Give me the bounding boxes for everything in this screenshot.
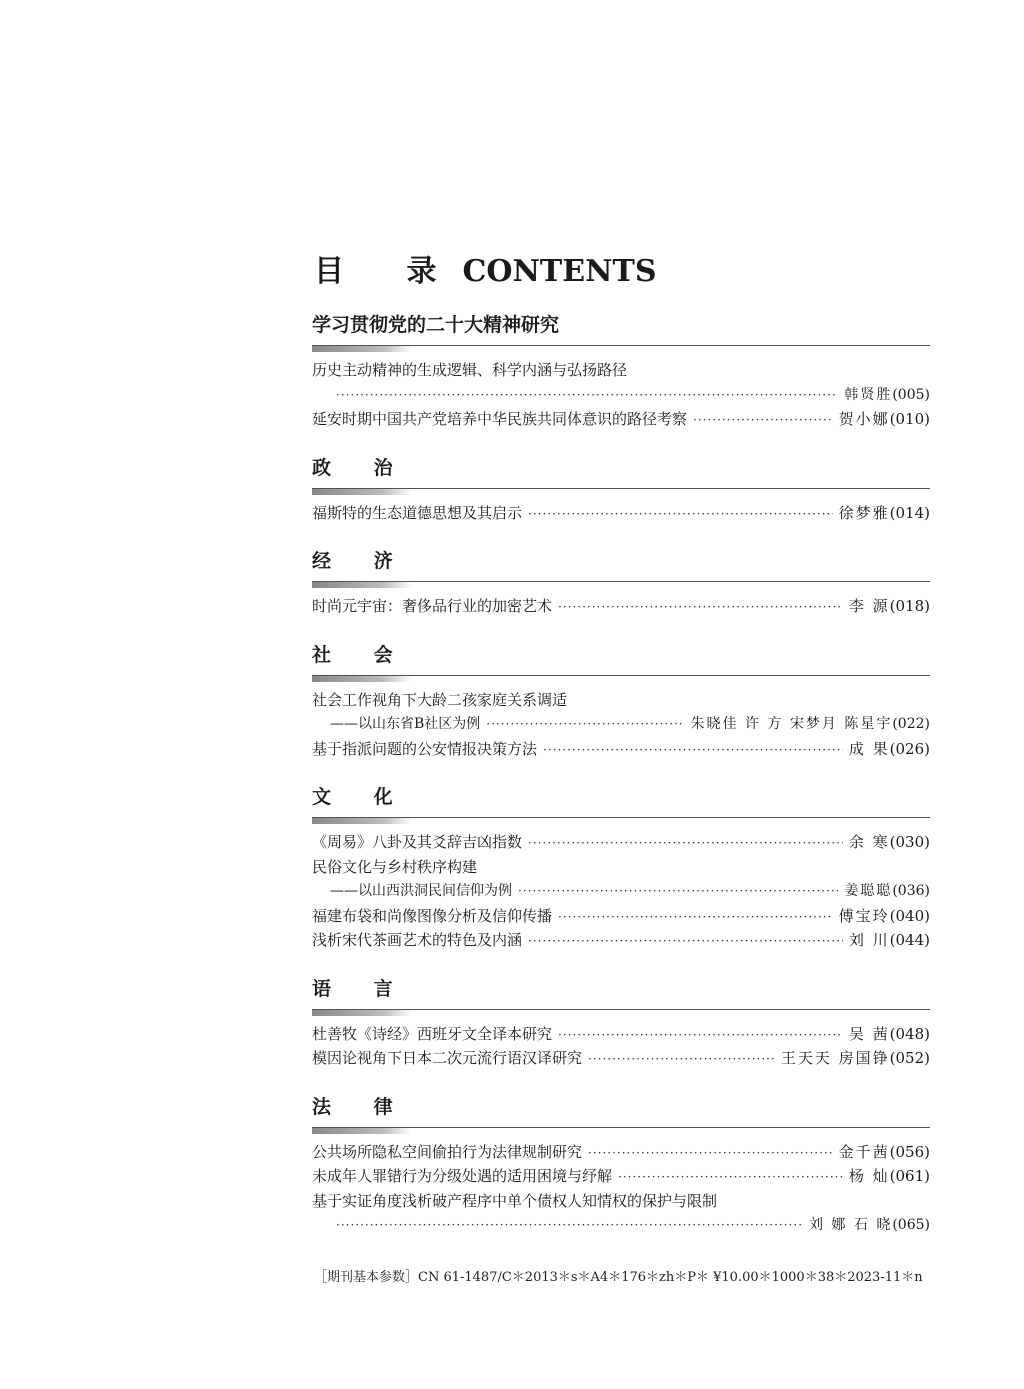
entry-page-number: (030) xyxy=(889,833,930,851)
page-title-en: CONTENTS xyxy=(462,254,657,289)
entry-title: ——以山西洪洞民间信仰为例 xyxy=(330,883,512,899)
section-heading: 经 济 xyxy=(312,550,411,572)
section-heading: 文 化 xyxy=(312,786,411,808)
dot-leader xyxy=(558,910,833,924)
section-rule xyxy=(312,817,930,825)
entry-title: 福斯特的生态道德思想及其启示 xyxy=(312,503,523,522)
toc-entry[interactable] xyxy=(312,384,930,409)
toc-section xyxy=(312,453,930,527)
entry-title: 社会工作视角下大龄二孩家庭关系调适 xyxy=(312,690,568,709)
toc-entry[interactable] xyxy=(312,689,930,714)
entry-title: 基于实证角度浅析破产程序中单个债权人知情权的保护与限制 xyxy=(312,1191,718,1210)
toc-entry[interactable] xyxy=(312,738,930,763)
entry-page-number: (061) xyxy=(889,1167,930,1185)
entry-author: 贺小娜 xyxy=(838,410,890,428)
section-rule xyxy=(312,675,930,683)
section-heading: 社 会 xyxy=(312,643,411,666)
dot-leader xyxy=(528,836,843,850)
entry-page-number: (014) xyxy=(889,503,930,522)
dot-leader xyxy=(558,600,843,614)
toc-entry[interactable] xyxy=(312,1047,930,1072)
entry-author: 徐梦雅 xyxy=(838,503,890,522)
entry-author: 韩贤胜 xyxy=(844,386,893,403)
toc-entry[interactable] xyxy=(312,1190,930,1215)
entry-title: 福建布袋和尚像图像分析及信仰传播 xyxy=(312,906,553,925)
entry-author: 刘 娜 石 晓 xyxy=(808,1217,893,1233)
toc-entry[interactable] xyxy=(312,1141,930,1166)
toc-entry[interactable] xyxy=(312,502,930,527)
toc-entry[interactable] xyxy=(312,1214,930,1239)
toc-entry[interactable] xyxy=(312,905,930,930)
toc-entry[interactable] xyxy=(312,595,930,620)
entry-author: 成 果 xyxy=(848,739,890,758)
toc-section xyxy=(312,974,930,1072)
section-rule xyxy=(312,488,930,496)
toc-entry[interactable] xyxy=(312,831,930,856)
section-heading: 学习贯彻党的二十大精神研究 xyxy=(312,314,560,336)
entry-title: 公共场所隐私空间偷拍行为法律规制研究 xyxy=(312,1142,583,1161)
entry-author: 余 寒 xyxy=(848,833,890,851)
section-rule xyxy=(312,1009,930,1017)
entry-author: 刘 川 xyxy=(848,931,890,949)
entry-page-number: (010) xyxy=(889,410,930,428)
section-rule xyxy=(312,1127,930,1135)
entry-author: 傅宝玲 xyxy=(838,906,890,925)
entry-author: 姜聪聪 xyxy=(844,883,893,899)
entry-page-number: (005) xyxy=(892,386,930,403)
entry-author: 杨 灿 xyxy=(848,1167,890,1185)
section-heading: 政 治 xyxy=(312,456,411,479)
entry-title: 民俗文化与乡村秩序构建 xyxy=(312,857,478,876)
entry-page-number: (048) xyxy=(889,1024,930,1043)
toc-entry[interactable] xyxy=(312,880,930,905)
entry-title: 浅析宋代茶画艺术的特色及内涵 xyxy=(312,931,523,949)
toc-section xyxy=(312,640,930,763)
entry-title: 未成年人罪错行为分级处遇的适用困境与纾解 xyxy=(312,1167,613,1185)
entry-author: 吴 茜 xyxy=(848,1024,890,1043)
entry-page-number: (056) xyxy=(889,1142,930,1161)
entry-title: 延安时期中国共产党培养中华民族共同体意识的路径考察 xyxy=(312,410,688,428)
toc-entry[interactable] xyxy=(312,856,930,881)
journal-parameters: ［期刊基本参数］CN 61-1487/C＊2013＊s＊A4＊176＊zh＊P＊ ¥10.00＊1000＊38＊2023-11＊n xyxy=(314,1270,923,1285)
entry-title: 历史主动精神的生成逻辑、科学内涵与弘扬路径 xyxy=(312,361,628,379)
dot-leader xyxy=(588,1146,833,1160)
dot-leader xyxy=(618,1170,843,1184)
dot-leader xyxy=(486,717,684,731)
dot-leader xyxy=(336,1218,803,1232)
dot-leader xyxy=(336,388,838,402)
entry-page-number: (044) xyxy=(889,931,930,949)
dot-leader xyxy=(693,413,833,427)
dot-leader xyxy=(518,884,838,898)
toc-section xyxy=(312,782,930,954)
section-heading: 法 律 xyxy=(312,1095,411,1118)
entry-title: 《周易》八卦及其爻辞吉凶指数 xyxy=(312,833,523,851)
entry-author: 朱晓佳 许 方 宋梦月 陈星宇 xyxy=(690,716,893,732)
entry-page-number: (052) xyxy=(889,1049,930,1067)
dot-leader xyxy=(528,934,843,948)
entry-page-number: (036) xyxy=(892,883,930,899)
entry-page-number: (022) xyxy=(892,716,930,732)
section-heading: 语 言 xyxy=(312,977,411,1000)
toc-section xyxy=(312,546,930,620)
toc-entry[interactable] xyxy=(312,359,930,384)
entry-page-number: (065) xyxy=(892,1217,930,1233)
entry-title: 杜善牧《诗经》西班牙文全译本研究 xyxy=(312,1024,553,1043)
table-of-contents xyxy=(312,310,930,1259)
entry-title: 基于指派问题的公安情报决策方法 xyxy=(312,739,538,758)
toc-entry[interactable] xyxy=(312,929,930,954)
dot-leader xyxy=(558,1028,843,1042)
toc-entry[interactable] xyxy=(312,408,930,433)
entry-page-number: (026) xyxy=(889,739,930,758)
entry-page-number: (040) xyxy=(889,906,930,925)
section-rule xyxy=(312,345,930,353)
entry-title: 模因论视角下日本二次元流行语汉译研究 xyxy=(312,1049,583,1067)
entry-author: 金千茜 xyxy=(838,1142,890,1161)
entry-page-number: (018) xyxy=(889,597,930,615)
entry-title: ——以山东省B社区为例 xyxy=(330,716,481,732)
toc-section xyxy=(312,1092,930,1239)
dot-leader xyxy=(528,507,833,521)
toc-entry[interactable] xyxy=(312,1165,930,1190)
section-rule xyxy=(312,581,930,589)
toc-entry[interactable] xyxy=(312,713,930,738)
toc-section xyxy=(312,310,930,433)
toc-entry[interactable] xyxy=(312,1023,930,1048)
dot-leader xyxy=(588,1052,775,1066)
entry-author: 李 源 xyxy=(848,597,890,615)
entry-author: 王天天 房国铮 xyxy=(780,1049,890,1067)
page-title-cn: 目 录 xyxy=(314,254,463,289)
dot-leader xyxy=(543,743,843,757)
page-title xyxy=(314,246,657,290)
entry-title: 时尚元宇宙：奢侈品行业的加密艺术 xyxy=(312,597,553,615)
